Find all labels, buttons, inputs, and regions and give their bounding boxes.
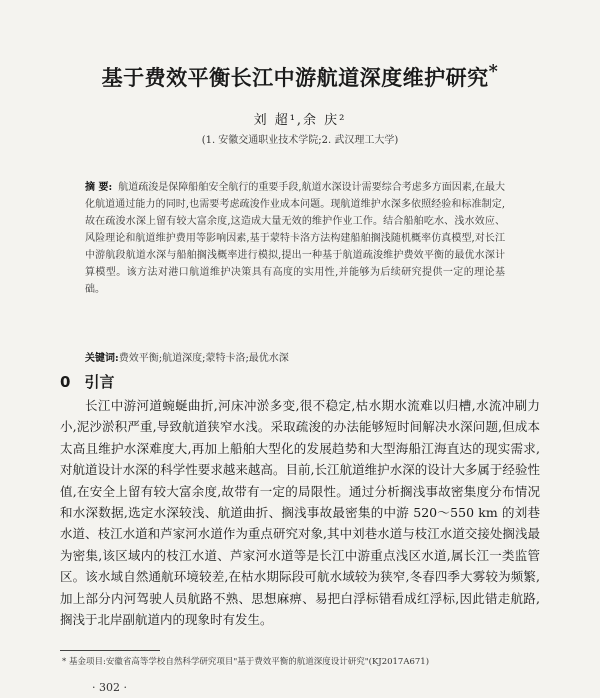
keywords-text: 费效平衡;航道深度;蒙特卡洛;最优水深 [118, 353, 289, 364]
section-heading [60, 371, 114, 392]
section-title: 引言 [84, 373, 115, 391]
keywords-label: 关键词: [85, 353, 119, 364]
section-number: 0 [60, 373, 71, 391]
paper-title-text: 基于费效平衡长江中游航道深度维护研究 [101, 65, 489, 90]
keywords [85, 349, 505, 364]
abstract [85, 179, 505, 298]
abstract-label: 摘 要: [85, 182, 113, 193]
abstract-text: 航道疏浚是保障船舶安全航行的重要手段,航道水深设计需要综合考虑多方面因素,在最大化航道通过能力的同时,也需要考虑疏浚作业成本问题。现航道维护水深多依照经验和标准制定,故在疏浚水深上留有较大富余度,这造成大量无效的维护作业工作。结合船舶吃水、浅水效应、风险理论和航道维护费用等影响因素,基于蒙特卡洛方法构建船舶搁浅随机概率仿真模型,对长江中游航段航道水深与船舶搁浅概率进行模拟,提出一种基于航道疏浚维护费效平衡的最优水深计算模型。该方法对港口航道维护决策具有高度的实用性,并能够为后续研究提供一定的理论基础。 [85, 182, 505, 295]
page-number: · 302 · [92, 681, 127, 694]
title-footnote-marker: * [488, 62, 499, 82]
footnote-divider [60, 650, 160, 651]
paper-title [60, 62, 540, 92]
authors: 刘 超¹,余 庆² [253, 113, 347, 128]
body-paragraph: 长江中游河道蜿蜒曲折,河床冲淤多变,很不稳定,枯水期水流难以归槽,水流冲刷力小,泥沙淤积严重,导致航道狭窄水浅。采取疏浚的办法能够短时间解决水深问题,但成本太高且维护水深难度大,再加上船舶大型化的发展趋势和大型海船江海直达的现实需求,对航道设计水深的科学性要求越来越高。目前,长江航道维护水深的设计大多属于经验性值,在安全上留有较大富余度,故带有一定的局限性。通过分析搁浅事故密集度分布情况和水深数据,选定水深较浅、航道曲折、搁浅事故最密集的中游 520～550 km 的刘巷水道、枝江水道和芦家河水道作为重点研究对象,其中刘巷水道与枝江水道交接处搁浅最为密集,该区域内的枝江水道、芦家河水道等是长江中游重点浅区水道,属长江一类监管区。该水域自然通航环境较差,在枯水期际段可航水域较为狭窄,冬春四季大雾较为频繁,加上部分内河驾驶人员航路不熟、思想麻痹、易把白浮标错看成红浮标,因此错走航路,搁浅于北岸副航道内的现象时有发生。 [60, 398, 540, 628]
affiliations: (1. 安徽交通职业技术学院;2. 武汉理工大学) [201, 135, 399, 146]
footnote: * 基金项目:安徽省高等学校自然科学研究项目"基于费效平衡的航道深度设计研究"(KJ2017A671) [62, 657, 430, 667]
